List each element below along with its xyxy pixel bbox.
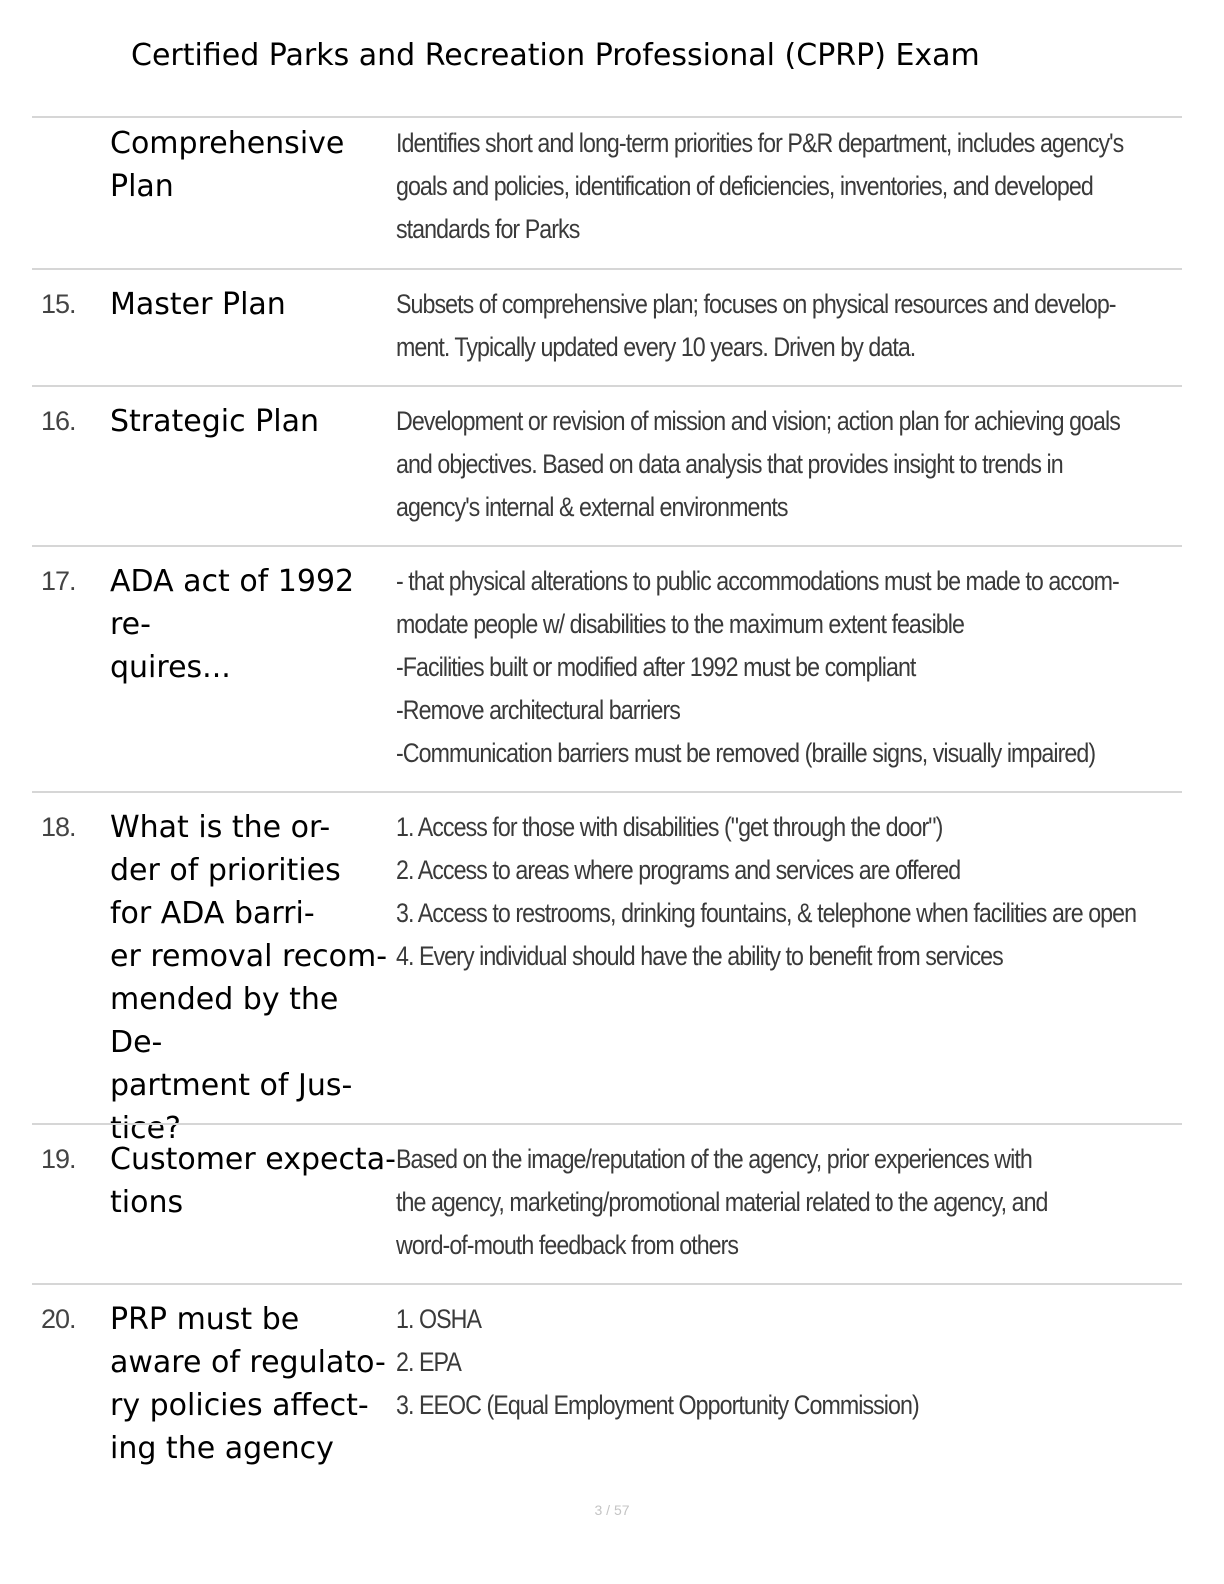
item-definition — [396, 1138, 1187, 1267]
list-item — [32, 545, 1182, 791]
list-item — [32, 116, 1182, 268]
list-item — [32, 1283, 1182, 1483]
definition-line: 1. OSHA — [396, 1304, 482, 1334]
page-title: Certified Parks and Recreation Professional (CPRP) Exam — [131, 38, 980, 73]
item-definition — [396, 560, 1187, 775]
item-term: Customer expecta- tions — [110, 1142, 396, 1220]
definition-line: -Communication barriers must be removed (braille signs, visually impaired) — [396, 738, 1096, 768]
flashcard-list — [32, 116, 1182, 1483]
item-definition — [396, 400, 1187, 529]
definition-line: 4. Every individual should have the ability to benefit from services — [396, 941, 1003, 971]
definition-line: Based on the image/reputation of the agency, prior experiences with — [396, 1144, 1032, 1174]
list-item — [32, 268, 1182, 385]
definition-line: Development or revision of mission and vision; action plan for achieving goals — [396, 406, 1120, 436]
item-definition — [396, 806, 1187, 978]
definition-line: -Remove architectural barriers — [396, 695, 680, 725]
item-term: Strategic Plan — [110, 404, 319, 439]
definition-line: and objectives. Based on data analysis that provides insight to trends in — [396, 449, 1063, 479]
item-term: Master Plan — [110, 287, 286, 322]
definition-line: 3. Access to restrooms, drinking fountains, & telephone when facilities are open — [396, 898, 1137, 928]
list-item — [32, 1123, 1182, 1283]
definition-line: standards for Parks — [396, 214, 580, 244]
definition-line: word-of-mouth feedback from others — [396, 1230, 739, 1260]
item-term: PRP must be aware of regulato- ry policies affect- ing the agency — [110, 1302, 386, 1466]
item-number: 18. — [41, 812, 76, 842]
item-number: 15. — [41, 289, 76, 319]
item-definition — [396, 283, 1187, 369]
list-item — [32, 791, 1182, 1146]
definition-line: goals and policies, identification of deficiencies, inventories, and developed — [396, 171, 1093, 201]
definition-line: modate people w/ disabilities to the maximum extent feasible — [396, 609, 964, 639]
definition-line: 2. Access to areas where programs and services are offered — [396, 855, 961, 885]
item-number: 19. — [41, 1144, 76, 1174]
definition-line: agency's internal & external environments — [396, 492, 788, 522]
item-term: ADA act of 1992 re- quires... — [110, 564, 355, 685]
definition-line: -Facilities built or modified after 1992 must be compliant — [396, 652, 916, 682]
item-number: 17. — [41, 566, 76, 596]
definition-line: Identifies short and long-term priorities for P&R department, includes agency's — [396, 128, 1124, 158]
definition-line: the agency, marketing/promotional material related to the agency, and — [396, 1187, 1048, 1217]
item-definition — [396, 1298, 1187, 1427]
definition-line: 2. EPA — [396, 1347, 461, 1377]
page-number: 3 / 57 — [594, 1502, 630, 1518]
item-term: Comprehensive Plan — [110, 126, 345, 204]
definition-line: 1. Access for those with disabilities ("get through the door") — [396, 812, 943, 842]
definition-line: ment. Typically updated every 10 years. Driven by data. — [396, 332, 916, 362]
definition-line: - that physical alterations to public accommodations must be made to accom- — [396, 566, 1119, 596]
item-number: 16. — [41, 406, 76, 436]
list-item — [32, 385, 1182, 545]
definition-line: Subsets of comprehensive plan; focuses on physical resources and develop- — [396, 289, 1116, 319]
definition-line: 3. EEOC (Equal Employment Opportunity Commission) — [396, 1390, 919, 1420]
item-term: What is the or- der of priorities for ADA barri- er removal recom- mended by the De- partment of Jus- tice? — [110, 810, 388, 1146]
item-definition — [396, 122, 1187, 251]
item-number: 20. — [41, 1304, 76, 1334]
